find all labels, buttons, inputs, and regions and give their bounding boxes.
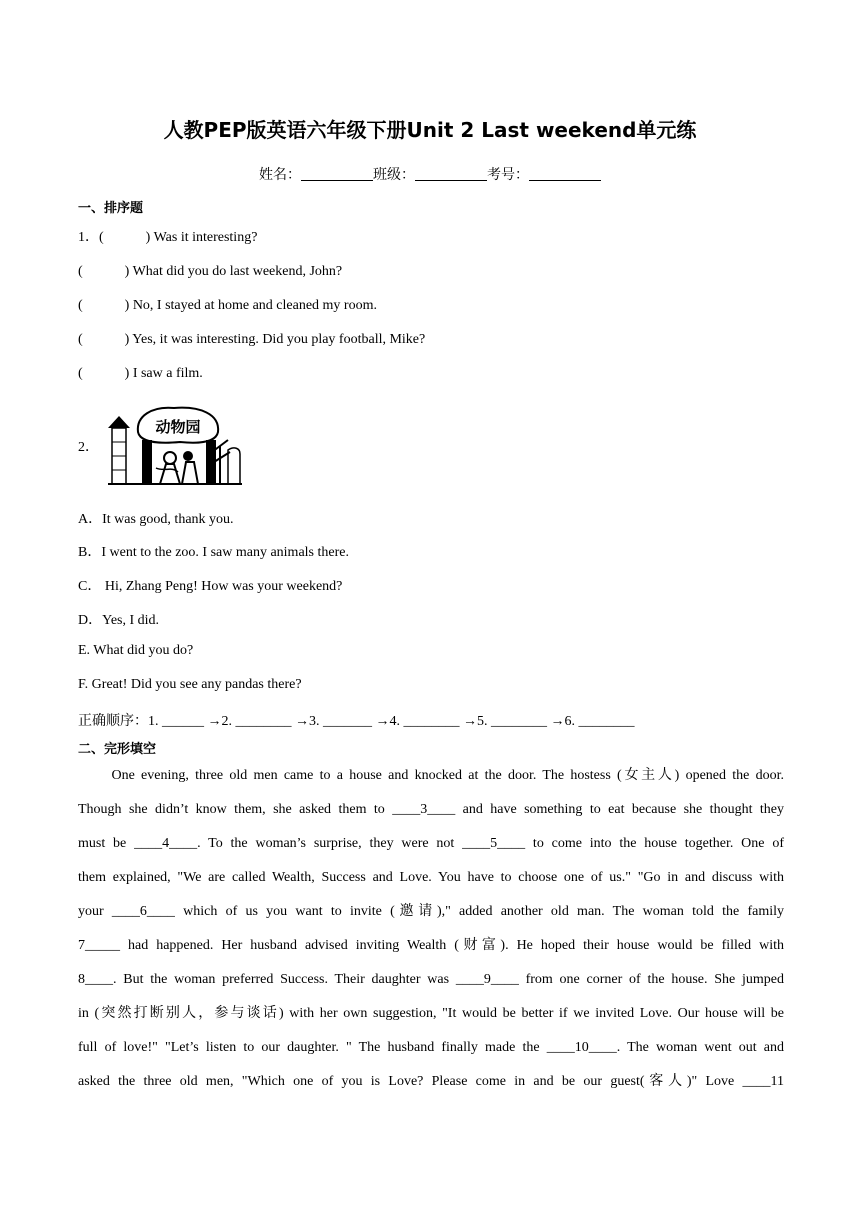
passage-line: One evening, three old men came to a house and knocked at the door. The hostess (女主人) opened the door. (78, 768, 784, 783)
student-info-line (0, 164, 860, 184)
passage-line: asked the three old men, "Which one of you is Love? Please come in and be our guest(客人)" Love ____11 (78, 1074, 784, 1089)
q2-option-f: F. Great! Did you see any pandas there? (78, 677, 302, 692)
name-label: 姓名： (259, 167, 301, 183)
zoo-gate-image (108, 402, 242, 486)
passage-line: must be ____4____. To the woman’s surprise, they were not ____5____ to come into the house together. One of (78, 836, 784, 851)
q1-number: 1． (78, 230, 99, 245)
q1-text-1: ( ) Was it interesting? (99, 230, 258, 245)
q1-line-1 (78, 226, 257, 246)
q2-option-d: D．Yes, I did. (78, 613, 160, 628)
section1-heading: 一、排序题 (78, 201, 144, 216)
passage-line: 8____. But the woman preferred Success. Their daughter was ____9____ from one corner of the house. She jumped (78, 972, 784, 987)
q1-line-2: ( ) What did you do last weekend, John? (78, 264, 343, 279)
passage-line: full of love!" "Let’s listen to our daughter. " The husband finally made the ____10____. The woman went out and (78, 1040, 784, 1055)
passage-line: your ____6____ which of us you want to invite (邀请)," added another old man. The woman told the family (78, 904, 784, 919)
q1-line-3: ( ) No, I stayed at home and cleaned my room. (78, 298, 377, 313)
cloze-passage (78, 766, 784, 1106)
zoo-sign-text: 动物园 (155, 418, 201, 436)
class-blank[interactable] (415, 166, 487, 181)
passage-line: Though she didn’t know them, she asked them to ____3____ and have something to eat because she thought they (78, 802, 784, 817)
class-label: 班级： (373, 167, 415, 183)
number-label: 考号： (487, 167, 529, 183)
passage-line: in (突然打断别人，参与谈话) with her own suggestion, "It would be better if we invited Love. Our house will be (78, 1006, 784, 1021)
page-title: 人教PEP版英语六年级下册Unit 2 Last weekend单元练 (163, 118, 697, 142)
number-blank[interactable] (529, 166, 601, 181)
q2-number: 2． (78, 440, 99, 455)
section2-heading: 二、完形填空 (78, 742, 157, 757)
q1-line-4: ( ) Yes, it was interesting. Did you play football, Mike? (78, 332, 426, 347)
q2-option-e: E. What did you do? (78, 643, 194, 658)
passage-line: 7_____ had happened. Her husband advised inviting Wealth (财富). He hoped their house would be filled with (78, 938, 784, 953)
q2-order-line: 正确顺序：1. ______ →2. ________ →3. _______ →4. ________ →5. ________ →6. ________ (78, 714, 635, 729)
q2-option-a: A．It was good, thank you. (78, 512, 234, 527)
passage-line: them explained, "We are called Wealth, Success and Love. You have to choose one of us." "Go in and discuss with (78, 870, 784, 885)
name-blank[interactable] (301, 166, 373, 181)
q1-line-5: ( ) I saw a film. (78, 366, 203, 381)
q2-option-b: B．I went to the zoo. I saw many animals there. (78, 545, 349, 560)
q2-option-c: C． Hi, Zhang Peng! How was your weekend? (78, 579, 343, 594)
